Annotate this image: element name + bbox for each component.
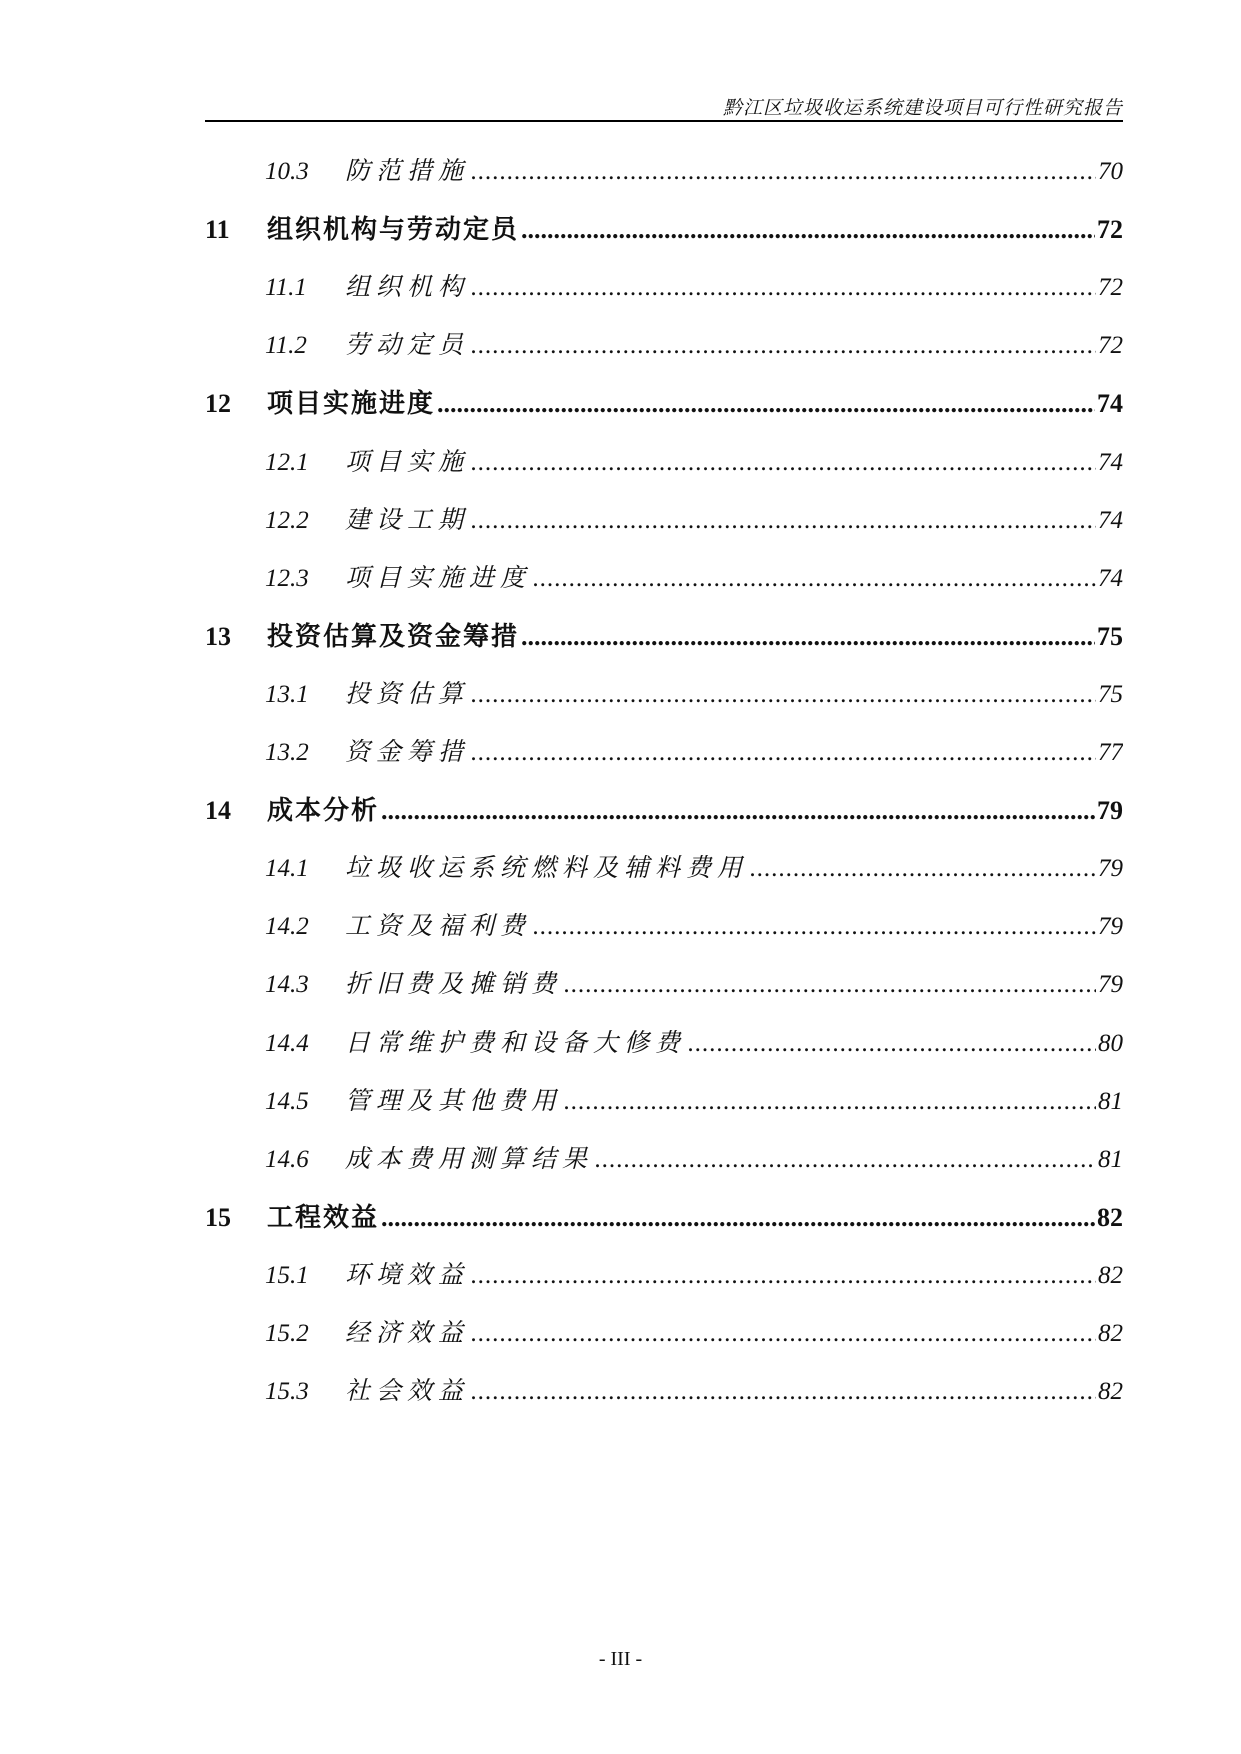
toc-entry-page-number: 82 bbox=[1097, 1202, 1123, 1232]
toc-entry-number: 11.2 bbox=[265, 332, 307, 360]
toc-entry-page-number: 75 bbox=[1098, 680, 1123, 708]
toc-entry-number: 14.3 bbox=[265, 971, 309, 999]
toc-entry-page-number: 79 bbox=[1098, 971, 1123, 999]
toc-entry-12-1[interactable] bbox=[265, 442, 1123, 482]
toc-entry-number: 12.3 bbox=[265, 564, 309, 592]
toc-entry-page-number: 72 bbox=[1098, 274, 1123, 302]
toc-entry-title: 项目实施进度 bbox=[267, 389, 436, 420]
toc-entry-14-3[interactable] bbox=[265, 964, 1123, 1004]
toc-entry-10-3[interactable] bbox=[265, 151, 1123, 191]
toc-dot-leader bbox=[533, 913, 1096, 941]
toc-dot-leader bbox=[381, 796, 1095, 826]
toc-entry-title: 管理及其他费用 bbox=[345, 1085, 563, 1115]
toc-dot-leader bbox=[471, 681, 1096, 709]
footer-page-number: - III - bbox=[598, 1648, 643, 1670]
toc-dot-leader bbox=[521, 215, 1095, 245]
toc-entry-page-number: 82 bbox=[1098, 1261, 1123, 1289]
toc-entry-page-number: 79 bbox=[1098, 855, 1123, 883]
header-title: 黔江区垃圾收运系统建设项目可行性研究报告 bbox=[722, 97, 1123, 119]
toc-entry-13-2[interactable] bbox=[265, 732, 1123, 772]
toc-entry-13[interactable] bbox=[205, 616, 1123, 656]
toc-entry-14-1[interactable] bbox=[265, 848, 1123, 888]
toc-entry-title: 日常维护费和设备大修费 bbox=[345, 1027, 687, 1057]
toc-entry-number: 10.3 bbox=[265, 158, 309, 185]
toc-entry-page-number: 81 bbox=[1098, 1087, 1123, 1115]
toc-entry-number: 12 bbox=[205, 389, 231, 419]
toc-dot-leader bbox=[750, 855, 1096, 883]
toc-entry-page-number: 82 bbox=[1098, 1320, 1123, 1347]
toc-entry-number: 15.3 bbox=[265, 1378, 309, 1406]
toc-entry-page-number: 72 bbox=[1097, 215, 1123, 245]
toc-entry-number: 14.6 bbox=[265, 1145, 309, 1173]
header-rule bbox=[205, 120, 1123, 122]
toc-entry-page-number: 79 bbox=[1097, 796, 1123, 826]
toc-entry-number: 13.2 bbox=[265, 739, 309, 766]
toc-entry-title: 组织机构 bbox=[345, 272, 470, 302]
toc-entry-page-number: 70 bbox=[1098, 158, 1123, 185]
toc-entry-number: 11.1 bbox=[265, 274, 307, 302]
toc-dot-leader bbox=[471, 1320, 1096, 1348]
toc-entry-title: 组织机构与劳动定员 bbox=[267, 215, 520, 246]
toc-entry-title: 社会效益 bbox=[345, 1376, 470, 1406]
toc-entry-15-1[interactable] bbox=[265, 1255, 1123, 1295]
toc-entry-page-number: 81 bbox=[1098, 1145, 1123, 1173]
toc-entry-11[interactable] bbox=[205, 209, 1123, 249]
toc-entry-13-1[interactable] bbox=[265, 674, 1123, 714]
toc-entry-title: 资金筹措 bbox=[345, 737, 470, 766]
toc-entry-14-2[interactable] bbox=[265, 906, 1123, 946]
toc-entry-page-number: 80 bbox=[1098, 1029, 1123, 1057]
toc-entry-title: 劳动定员 bbox=[345, 330, 470, 360]
toc-entry-number: 15 bbox=[205, 1202, 231, 1232]
toc-dot-leader bbox=[471, 507, 1096, 535]
toc-dot-leader bbox=[471, 158, 1096, 186]
toc-entry-14-6[interactable] bbox=[265, 1139, 1123, 1179]
toc-dot-leader bbox=[533, 565, 1096, 593]
toc-dot-leader bbox=[471, 449, 1096, 477]
toc-entry-11-1[interactable] bbox=[265, 267, 1123, 307]
toc-entry-title: 环境效益 bbox=[345, 1259, 470, 1289]
toc-entry-number: 15.2 bbox=[265, 1320, 309, 1347]
toc-entry-14-4[interactable] bbox=[265, 1023, 1123, 1063]
toc-dot-leader bbox=[564, 971, 1096, 999]
toc-entry-page-number: 74 bbox=[1098, 448, 1123, 476]
toc-entry-title: 折旧费及摊销费 bbox=[345, 969, 563, 999]
toc-entry-title: 投资估算 bbox=[345, 678, 470, 708]
toc-entry-number: 14.4 bbox=[265, 1029, 309, 1057]
toc-dot-leader bbox=[595, 1146, 1096, 1174]
toc-entry-12[interactable] bbox=[205, 383, 1123, 423]
toc-dot-leader bbox=[381, 1203, 1095, 1233]
toc-entry-number: 12.1 bbox=[265, 448, 309, 476]
toc-entry-15[interactable] bbox=[205, 1197, 1123, 1237]
toc-entry-number: 14 bbox=[205, 796, 231, 826]
toc-entry-title: 工资及福利费 bbox=[345, 911, 532, 941]
toc-entry-15-3[interactable] bbox=[265, 1371, 1123, 1411]
toc-dot-leader bbox=[437, 389, 1095, 419]
toc-entry-number: 13.1 bbox=[265, 680, 309, 708]
toc-entry-title: 项目实施 bbox=[345, 446, 470, 476]
toc-entry-page-number: 72 bbox=[1098, 332, 1123, 360]
toc-dot-leader bbox=[688, 1030, 1096, 1058]
toc-entry-number: 14.1 bbox=[265, 855, 309, 883]
toc-entry-number: 14.2 bbox=[265, 913, 309, 941]
toc-entry-12-2[interactable] bbox=[265, 500, 1123, 540]
toc-entry-number: 11 bbox=[205, 215, 230, 245]
toc-dot-leader bbox=[471, 1378, 1096, 1406]
toc-entry-title: 防范措施 bbox=[345, 156, 470, 185]
toc-entry-number: 14.5 bbox=[265, 1087, 309, 1115]
toc-entry-title: 成本费用测算结果 bbox=[345, 1143, 594, 1173]
toc-entry-number: 13 bbox=[205, 621, 231, 651]
toc-entry-page-number: 74 bbox=[1098, 506, 1123, 534]
toc-entry-11-2[interactable] bbox=[265, 325, 1123, 365]
toc-entry-number: 15.1 bbox=[265, 1261, 309, 1289]
toc-dot-leader bbox=[471, 1262, 1096, 1290]
toc-entry-title: 项目实施进度 bbox=[345, 562, 532, 592]
toc-entry-title: 投资估算及资金筹措 bbox=[267, 621, 520, 652]
toc-entry-page-number: 74 bbox=[1097, 389, 1123, 419]
toc-entry-14-5[interactable] bbox=[265, 1081, 1123, 1121]
toc-entry-title: 垃圾收运系统燃料及辅料费用 bbox=[345, 853, 749, 883]
toc-entry-title: 建设工期 bbox=[345, 504, 470, 534]
toc-entry-page-number: 74 bbox=[1098, 564, 1123, 592]
toc-entry-15-2[interactable] bbox=[265, 1313, 1123, 1353]
toc-entry-page-number: 82 bbox=[1098, 1378, 1123, 1406]
toc-entry-title: 工程效益 bbox=[267, 1202, 380, 1233]
toc-entry-page-number: 79 bbox=[1098, 913, 1123, 941]
toc-dot-leader bbox=[471, 274, 1096, 302]
toc-dot-leader bbox=[521, 622, 1095, 652]
toc-dot-leader bbox=[564, 1088, 1096, 1116]
toc-entry-number: 12.2 bbox=[265, 506, 309, 534]
toc-entry-page-number: 77 bbox=[1098, 739, 1123, 766]
toc-dot-leader bbox=[471, 739, 1096, 767]
toc-entry-title: 成本分析 bbox=[267, 796, 380, 827]
toc-entry-page-number: 75 bbox=[1097, 621, 1123, 651]
toc-dot-leader bbox=[471, 332, 1096, 360]
toc-entry-title: 经济效益 bbox=[345, 1318, 470, 1347]
toc-entry-14[interactable] bbox=[205, 790, 1123, 830]
toc-entry-12-3[interactable] bbox=[265, 558, 1123, 598]
